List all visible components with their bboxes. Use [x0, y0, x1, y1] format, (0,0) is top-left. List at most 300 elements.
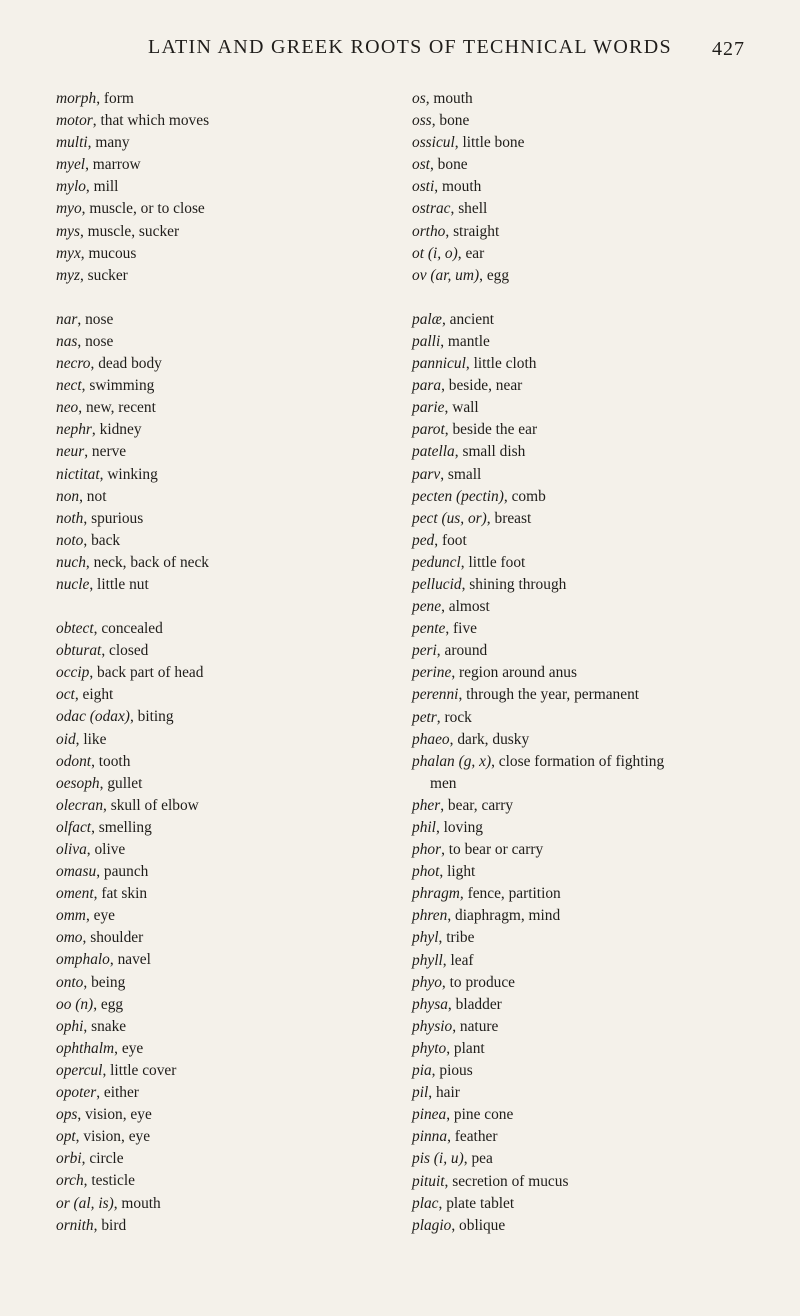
root-term: patella — [412, 443, 455, 461]
separator: , — [91, 818, 99, 836]
glossary-entry — [56, 927, 386, 949]
root-term: parot — [412, 421, 445, 439]
separator: , — [89, 664, 98, 682]
separator: , — [114, 1039, 122, 1057]
root-term: parv — [412, 465, 441, 483]
root-term: nucle — [56, 575, 90, 593]
root-term: oct — [56, 686, 75, 704]
root-term: phyo — [412, 973, 442, 991]
root-term: petr — [412, 708, 437, 726]
definition: ancient — [449, 310, 495, 328]
glossary-entry — [56, 1104, 386, 1126]
glossary-entry — [412, 375, 797, 397]
definition: mouth — [441, 178, 482, 196]
separator: , — [113, 1194, 122, 1212]
glossary-entry — [412, 618, 797, 640]
definition: light — [447, 863, 476, 881]
separator: , — [447, 995, 456, 1013]
root-term: obtect — [56, 620, 94, 638]
definition: navel — [117, 951, 151, 969]
glossary-entry — [56, 1170, 386, 1192]
root-term: myo — [56, 200, 82, 218]
definition: mantle — [447, 332, 490, 350]
separator: , — [442, 951, 451, 969]
definition: skull of elbow — [110, 796, 199, 814]
root-term: ops — [56, 1106, 78, 1124]
glossary-entry — [56, 1148, 386, 1170]
separator: , — [93, 1216, 102, 1234]
separator: , — [87, 134, 96, 152]
separator: , — [441, 973, 450, 991]
root-term: nar — [56, 310, 78, 328]
glossary-entry — [56, 331, 386, 353]
separator: , — [83, 509, 92, 527]
definition: small dish — [462, 443, 526, 461]
glossary-entry — [412, 972, 797, 994]
glossary-entry — [412, 994, 797, 1016]
root-term: neur — [56, 443, 85, 461]
definition: almost — [448, 598, 490, 616]
definition: little foot — [468, 553, 526, 571]
glossary-entry — [412, 530, 797, 552]
root-term: oment — [56, 885, 94, 903]
glossary-entry — [412, 927, 797, 949]
definition: muscle, sucker — [87, 222, 180, 240]
glossary-entry — [412, 552, 797, 574]
glossary-entry — [412, 132, 797, 154]
glossary-entry — [412, 1038, 797, 1060]
glossary-entry — [412, 1193, 797, 1215]
root-term: perenni — [412, 686, 459, 704]
glossary-entry — [56, 684, 386, 706]
separator: , — [447, 907, 456, 925]
separator: , — [446, 1106, 454, 1124]
glossary-entry — [56, 1060, 386, 1082]
glossary-entry — [412, 596, 797, 618]
definition: paunch — [103, 863, 149, 881]
root-term: omphalo — [56, 951, 110, 969]
separator: , — [479, 266, 487, 284]
root-term: orbi — [56, 1150, 82, 1168]
separator: , — [90, 355, 99, 373]
root-term: pannicul — [412, 355, 466, 373]
definition: breast — [494, 509, 532, 527]
separator: , — [85, 907, 94, 925]
root-term: plagio — [412, 1216, 452, 1234]
definition: bird — [101, 1216, 127, 1234]
separator: , — [441, 841, 449, 859]
root-term: motor — [56, 112, 93, 130]
definition: mucous — [88, 244, 137, 262]
glossary-entry — [56, 88, 386, 110]
separator: , — [83, 531, 92, 549]
separator: , — [79, 487, 87, 505]
glossary-entry — [56, 795, 386, 817]
root-term: phren — [412, 907, 448, 925]
root-term: plac — [412, 1194, 439, 1212]
glossary-entry — [56, 1038, 386, 1060]
separator: , — [96, 1084, 104, 1102]
glossary-entry — [56, 243, 386, 265]
root-term: obturat — [56, 642, 102, 660]
separator: , — [83, 973, 92, 991]
definition: mill — [93, 178, 119, 196]
separator: , — [85, 178, 94, 196]
glossary-entry — [412, 221, 797, 243]
separator: , — [99, 774, 108, 792]
separator: , — [77, 1106, 86, 1124]
glossary-entry — [56, 972, 386, 994]
definition: like — [83, 730, 107, 748]
root-term: omo — [56, 929, 83, 947]
separator: , — [460, 553, 469, 571]
separator: , — [436, 708, 445, 726]
root-term: neo — [56, 399, 79, 417]
glossary-entry — [412, 729, 797, 751]
root-term: ped — [412, 531, 435, 549]
separator: , — [425, 90, 434, 107]
separator: , — [109, 951, 118, 969]
root-term: nictitat — [56, 465, 100, 483]
root-term: ophthalm — [56, 1039, 115, 1057]
glossary-entry — [56, 176, 386, 198]
definition: to bear or carry — [448, 841, 544, 859]
definition: pine cone — [453, 1106, 514, 1124]
separator: , — [438, 929, 447, 947]
definition: little nut — [97, 575, 149, 593]
separator: , — [96, 863, 104, 881]
root-term: oss — [412, 112, 432, 130]
root-term: noto — [56, 531, 84, 549]
definition: eight — [82, 686, 114, 704]
separator: , — [444, 1172, 453, 1190]
separator: , — [85, 156, 93, 174]
separator: , — [79, 222, 88, 240]
separator: , — [491, 752, 499, 770]
glossary-entry — [56, 132, 386, 154]
separator: , — [444, 399, 453, 417]
definition: either — [103, 1084, 139, 1102]
root-term: peri — [412, 642, 437, 660]
separator: , — [93, 885, 102, 903]
glossary-entry — [56, 154, 386, 176]
separator: , — [454, 443, 463, 461]
definition: eye — [93, 907, 115, 925]
root-term: physa — [412, 995, 448, 1013]
glossary-entry — [56, 574, 386, 596]
root-term: myel — [56, 156, 86, 174]
definition: egg — [100, 995, 124, 1013]
definition: around — [444, 642, 488, 660]
entry-group — [412, 309, 797, 1237]
glossary-entry — [412, 817, 797, 839]
separator: , — [440, 796, 448, 814]
glossary-entry — [56, 221, 386, 243]
separator: , — [129, 708, 138, 726]
glossary-entry — [56, 265, 386, 287]
separator: , — [440, 332, 448, 350]
glossary-entry — [56, 1016, 386, 1038]
definition: through the year, permanent — [466, 686, 640, 704]
separator: , — [458, 686, 467, 704]
root-term: palæ — [412, 310, 442, 328]
root-term: pente — [412, 620, 446, 638]
root-term: pinea — [412, 1106, 447, 1124]
root-term: nuch — [56, 553, 86, 571]
glossary-entry — [56, 441, 386, 463]
separator: , — [441, 598, 449, 616]
definition: pea — [471, 1150, 493, 1168]
root-term: multi — [56, 134, 88, 152]
definition: little cover — [110, 1061, 177, 1079]
definition: fat skin — [101, 885, 148, 903]
glossary-entry — [56, 1082, 386, 1104]
entry-group — [412, 88, 797, 287]
definition: small — [447, 465, 482, 483]
root-term: phaeo — [412, 730, 450, 748]
separator: , — [85, 553, 94, 571]
definition: secretion of mucus — [452, 1172, 569, 1190]
separator: , — [449, 730, 458, 748]
definition: sucker — [87, 266, 128, 284]
definition: plant — [453, 1039, 485, 1057]
glossary-entry — [412, 154, 797, 176]
glossary-entry — [412, 861, 797, 883]
definition: bone — [439, 112, 470, 130]
glossary-entry — [56, 640, 386, 662]
definition: region around anus — [459, 664, 577, 682]
root-term: morph — [56, 90, 97, 107]
definition: kidney — [99, 421, 142, 439]
separator: , — [81, 1150, 90, 1168]
glossary-entry — [412, 464, 797, 486]
glossary-entry — [56, 861, 386, 883]
root-term: pect (us, or) — [412, 509, 487, 527]
glossary-entry — [412, 397, 797, 419]
glossary-entry — [412, 684, 797, 706]
definition: winking — [107, 465, 158, 483]
definition: comb — [511, 487, 546, 505]
separator: , — [503, 487, 512, 505]
separator: , — [463, 1150, 472, 1168]
separator: , — [77, 310, 86, 328]
root-term: omasu — [56, 863, 97, 881]
definition: smelling — [98, 818, 152, 836]
definition: beside, near — [448, 377, 523, 395]
glossary-entry — [412, 1171, 797, 1193]
separator: , — [454, 134, 463, 152]
definition: little bone — [462, 134, 525, 152]
separator: , — [86, 841, 95, 858]
glossary-entry — [56, 110, 386, 132]
definition: feather — [454, 1128, 498, 1146]
definition: five — [453, 620, 477, 638]
definition: straight — [453, 222, 500, 240]
separator: , — [446, 1039, 454, 1057]
separator: , — [99, 465, 108, 483]
glossary-entry — [56, 706, 386, 728]
glossary-entry — [56, 729, 386, 751]
glossary-entry — [56, 552, 386, 574]
separator: , — [451, 1216, 460, 1234]
definition: leaf — [450, 951, 474, 969]
glossary-entry — [56, 1215, 386, 1237]
definition: back part of head — [97, 664, 204, 682]
glossary-entry — [412, 309, 797, 331]
root-term: oo (n) — [56, 995, 94, 1013]
definition: muscle, or to close — [89, 200, 205, 218]
separator: , — [441, 310, 450, 328]
separator: , — [84, 443, 92, 461]
definition: diaphragm, mind — [455, 907, 561, 925]
separator: , — [75, 1128, 84, 1146]
glossary-entry — [56, 530, 386, 552]
glossary-entry — [412, 574, 797, 596]
separator: , — [451, 664, 460, 682]
definition: testicle — [91, 1172, 135, 1190]
root-term: nephr — [56, 421, 92, 439]
definition: little cloth — [473, 355, 537, 373]
separator: , — [465, 355, 474, 373]
glossary-entry — [412, 419, 797, 441]
definition: concealed — [101, 620, 163, 638]
definition: close formation of fighting — [498, 752, 665, 770]
definition: not — [86, 487, 107, 505]
glossary-entry — [412, 640, 797, 662]
glossary-entry — [412, 883, 797, 905]
root-term: para — [412, 377, 442, 395]
definition: nose — [85, 310, 114, 328]
definition: mouth — [121, 1194, 161, 1212]
root-term: os — [412, 90, 426, 107]
definition: shoulder — [90, 929, 144, 947]
separator: , — [93, 620, 102, 638]
separator: , — [74, 686, 83, 704]
definition: oblique — [459, 1216, 506, 1234]
separator: , — [77, 332, 86, 350]
glossary-entry — [56, 486, 386, 508]
separator: , — [429, 156, 438, 174]
glossary-entry — [56, 905, 386, 927]
root-term: nas — [56, 332, 78, 350]
glossary-entry — [56, 375, 386, 397]
separator: , — [101, 642, 110, 660]
separator: , — [436, 642, 445, 660]
separator: , — [435, 819, 444, 836]
definition: bone — [437, 156, 468, 174]
root-term: ossicul — [412, 134, 455, 152]
separator: , — [428, 1084, 436, 1102]
glossary-entry — [56, 1193, 386, 1215]
glossary-entry — [56, 883, 386, 905]
glossary-entry — [56, 994, 386, 1016]
entry-group — [56, 618, 386, 1237]
glossary-entry — [56, 773, 386, 795]
glossary-entry — [412, 1016, 797, 1038]
definition: foot — [441, 531, 467, 549]
separator: , — [75, 730, 84, 748]
separator: , — [445, 222, 454, 240]
definition: olive — [94, 841, 126, 858]
root-term: peduncl — [412, 553, 461, 571]
definition: rock — [444, 708, 472, 726]
root-term: onto — [56, 973, 84, 991]
separator: , — [89, 575, 98, 593]
separator: , — [431, 112, 440, 130]
definition: dead body — [98, 355, 162, 373]
right-column — [412, 88, 797, 1259]
glossary-entry — [56, 839, 386, 861]
separator: , — [81, 377, 90, 395]
definition: eye — [121, 1039, 144, 1057]
root-term: ot (i, o) — [412, 244, 458, 262]
root-term: phor — [412, 841, 442, 859]
definition: vision, eye — [83, 1128, 151, 1146]
root-term: opt — [56, 1128, 76, 1146]
glossary-entry — [412, 110, 797, 132]
definition: circle — [89, 1150, 124, 1168]
definition: nerve — [91, 443, 127, 461]
root-term: myz — [56, 266, 80, 284]
definition: pious — [439, 1062, 473, 1080]
definition: back — [91, 531, 121, 549]
entry-group — [56, 88, 386, 287]
separator: , — [444, 421, 453, 439]
definition: egg — [486, 266, 510, 284]
root-term: parie — [412, 399, 445, 417]
glossary-entry — [412, 353, 797, 375]
glossary-entry — [412, 905, 797, 927]
root-term: pher — [412, 796, 441, 814]
definition: many — [95, 134, 130, 152]
definition: beside the ear — [452, 421, 538, 439]
separator: , — [486, 509, 495, 527]
glossary-entry — [412, 1126, 797, 1148]
glossary-entry — [412, 198, 797, 220]
root-term: ornith — [56, 1216, 94, 1234]
glossary-entry — [412, 1104, 797, 1126]
definition: nose — [85, 332, 114, 350]
glossary-entry — [412, 1082, 797, 1104]
root-term: phalan (g, x) — [412, 752, 492, 770]
definition: form — [103, 90, 134, 107]
root-term: pituit — [412, 1172, 445, 1190]
separator: , — [457, 244, 466, 262]
glossary-entry — [412, 1060, 797, 1082]
separator: , — [81, 200, 90, 218]
separator: , — [441, 377, 449, 395]
definition: hair — [435, 1084, 460, 1102]
glossary-entry — [56, 419, 386, 441]
glossary-entry — [412, 795, 797, 817]
root-term: oliva — [56, 841, 87, 858]
root-term: opercul — [56, 1061, 103, 1079]
left-column — [56, 88, 386, 1259]
glossary-entry — [56, 1126, 386, 1148]
root-term: noth — [56, 509, 84, 527]
root-term: myx — [56, 244, 81, 262]
definition: loving — [443, 819, 483, 836]
root-term: phyl — [412, 929, 439, 947]
separator: , — [450, 200, 459, 218]
root-term: palli — [412, 332, 441, 350]
root-term: pene — [412, 598, 442, 616]
root-term: ost — [412, 156, 430, 174]
glossary-entry — [412, 839, 797, 861]
separator: , — [440, 465, 448, 483]
definition: marrow — [92, 156, 141, 174]
separator: , — [103, 796, 111, 814]
